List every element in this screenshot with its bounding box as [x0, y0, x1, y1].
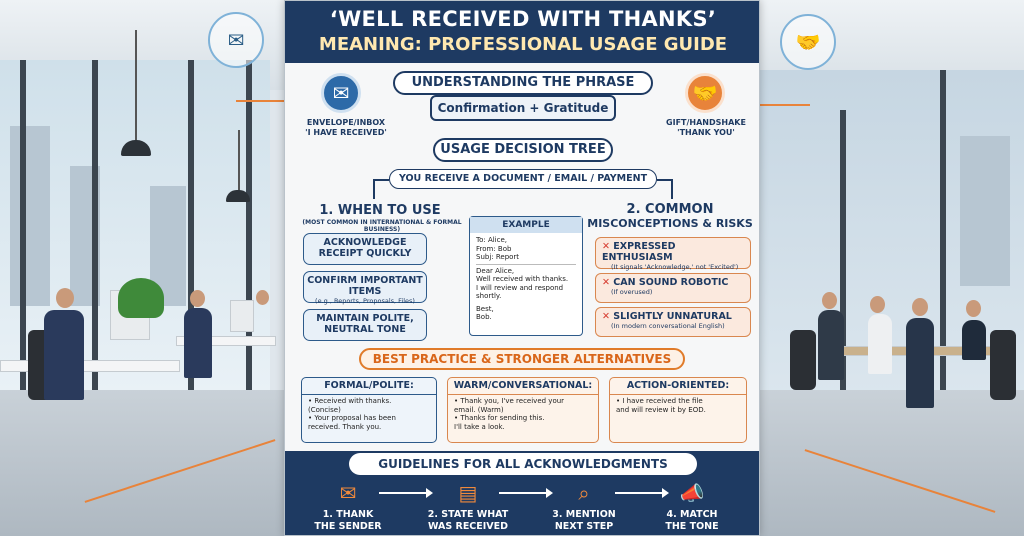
formula-box: Confirmation + Gratitude — [430, 95, 616, 121]
window-mullion — [20, 60, 26, 390]
warm-card-body — [448, 395, 598, 431]
example-line: shortly. — [476, 292, 502, 300]
person — [906, 318, 934, 408]
example-line: Subj: Report — [476, 253, 520, 261]
step-2 — [423, 509, 513, 533]
action-card-title: ACTION-ORIENTED: — [610, 378, 746, 395]
office-chair — [990, 330, 1016, 400]
risk-item-3-note: (In modern conversational English) — [611, 322, 725, 330]
risk-item-1 — [595, 237, 751, 269]
when-item-3-text: MAINTAIN POLITE, NEUTRAL TONE — [316, 313, 414, 335]
when-item-1 — [303, 233, 427, 265]
step-4-line1: 4. MATCH — [666, 509, 718, 520]
risk-item-1-note: (It signals 'Acknowledge,' not 'Excited') — [611, 263, 739, 271]
formal-card-body — [302, 395, 436, 431]
envelope-icon: ✉ — [321, 73, 361, 113]
risk-item-3 — [595, 307, 751, 337]
pendant-lamp — [226, 190, 250, 202]
example-line: Well received with thanks. — [476, 275, 569, 283]
risk-item-2-note: (If overused) — [611, 288, 653, 296]
when-item-2-text: CONFIRM IMPORTANT ITEMS — [307, 275, 423, 297]
step-3-line1: 3. MENTION — [552, 509, 616, 520]
person — [818, 310, 844, 380]
window-mullion — [92, 60, 98, 390]
handshake-caption — [651, 118, 760, 138]
example-separator — [476, 264, 576, 265]
formal-card-title: FORMAL/POLITE: — [302, 378, 436, 395]
card-line: • Thanks for sending this. — [454, 414, 545, 422]
tree-connector — [373, 179, 375, 199]
step-4-line2: THE TONE — [665, 521, 719, 532]
envelope-caption — [291, 118, 401, 138]
card-line: (Concise) — [308, 405, 341, 414]
card-line: • I have received the file — [616, 397, 703, 405]
example-label: EXAMPLE — [470, 217, 582, 233]
envelope-caption-line2: 'I HAVE RECEIVED' — [305, 128, 387, 137]
card-line: I'll take a look. — [454, 422, 505, 431]
city-building — [960, 136, 1010, 286]
envelope-caption-line1: ENVELOPE/INBOX — [306, 118, 386, 127]
when-to-use-title: 1. WHEN TO USE — [319, 203, 441, 218]
card-line: • Received with thanks. — [308, 397, 392, 405]
tree-connector — [373, 179, 389, 181]
example-line: Best, — [476, 304, 494, 313]
person-head — [912, 298, 928, 316]
person-head — [56, 288, 74, 308]
person-head — [256, 290, 269, 305]
tree-connector — [671, 179, 673, 199]
example-line: I will review and respond — [476, 283, 564, 292]
action-card-body — [610, 395, 746, 414]
action-card — [609, 377, 747, 443]
risk-item-3-text: SLIGHTLY UNNATURAL — [613, 311, 732, 322]
office-chair — [790, 330, 816, 390]
card-line: email. (Warm) — [454, 405, 504, 414]
certificate-icon: ▤ — [458, 481, 478, 505]
person-head — [822, 292, 837, 309]
warm-card — [447, 377, 599, 443]
example-line: Dear Alice, — [476, 266, 515, 275]
step-1 — [303, 509, 393, 533]
step-arrow — [379, 492, 431, 494]
card-line: • Thank you, I've received your — [454, 397, 565, 405]
card-line: received. Thank you. — [308, 422, 382, 431]
person — [962, 320, 986, 360]
city-building — [10, 126, 50, 306]
person-head — [870, 296, 885, 313]
step-1-line2: THE SENDER — [314, 521, 382, 532]
when-item-2-note: (e.g., Reports, Proposals, Files) — [315, 297, 415, 305]
lamp-cord — [135, 30, 137, 140]
example-line: From: Bob — [476, 244, 512, 253]
when-to-use-subtitle: (MOST COMMON IN INTERNATIONAL & FORMAL BUSINESS) — [302, 219, 462, 233]
x-icon: ✕ — [602, 241, 610, 252]
step-3-line2: NEXT STEP — [554, 521, 614, 532]
step-1-line1: 1. THANK — [322, 509, 374, 520]
poster-title: ‘WELL RECEIVED WITH THANKS’ — [329, 7, 717, 31]
guidelines-title: GUIDELINES FOR ALL ACKNOWLEDGMENTS — [349, 453, 697, 475]
desk — [0, 360, 180, 372]
tree-root: YOU RECEIVE A DOCUMENT / EMAIL / PAYMENT — [389, 169, 657, 189]
example-line: Bob. — [476, 313, 492, 321]
alternatives-title: BEST PRACTICE & STRONGER ALTERNATIVES — [359, 348, 685, 370]
person-head — [966, 300, 981, 317]
x-icon: ✕ — [602, 277, 610, 288]
misconceptions-title-line1: 2. COMMON — [626, 202, 714, 217]
formal-card — [301, 377, 437, 443]
person — [184, 308, 212, 378]
step-2-line1: 2. STATE WHAT — [427, 509, 509, 520]
infographic-poster — [284, 0, 760, 536]
handshake-float-icon: 🤝 — [780, 14, 836, 70]
poster-subtitle: MEANING: PROFESSIONAL USAGE GUIDE — [318, 34, 728, 55]
card-line: • Your proposal has been — [308, 414, 396, 422]
risk-item-2-text: CAN SOUND ROBOTIC — [613, 277, 729, 288]
x-icon: ✕ — [602, 311, 610, 322]
warm-card-title: WARM/CONVERSATIONAL: — [448, 378, 598, 395]
understanding-title: UNDERSTANDING THE PHRASE — [393, 71, 653, 95]
misconceptions-title-line2: MISCONCEPTIONS & RISKS — [587, 217, 753, 230]
person — [44, 310, 84, 400]
misconceptions-title — [585, 203, 755, 231]
person-head — [190, 290, 205, 307]
step-2-line2: WAS RECEIVED — [427, 521, 509, 532]
when-item-2 — [303, 271, 427, 303]
example-email-card — [469, 216, 583, 336]
step-4 — [647, 509, 737, 533]
plant — [118, 278, 164, 318]
risk-item-1-text: EXPRESSED ENTHUSIASM — [602, 241, 676, 263]
step-arrow — [615, 492, 667, 494]
megaphone-icon: 📣 — [679, 481, 705, 505]
handshake-caption-line2: 'THANK YOU' — [677, 128, 735, 137]
email-float-icon: ✉ — [208, 12, 264, 68]
person — [868, 314, 892, 374]
example-line: To: Alice, — [476, 236, 508, 244]
connector-line — [760, 104, 810, 106]
lamp-cord — [238, 130, 240, 190]
handshake-icon: 🤝 — [685, 73, 725, 113]
handshake-caption-line1: GIFT/HANDSHAKE — [666, 118, 746, 127]
when-item-1-text: ACKNOWLEDGE RECEIPT QUICKLY — [318, 237, 412, 259]
step-3 — [539, 509, 629, 533]
document-search-icon: ⌕ — [578, 481, 590, 505]
step-arrow — [499, 492, 551, 494]
poster-header — [285, 1, 760, 63]
when-item-3 — [303, 309, 427, 341]
connector-line — [236, 100, 284, 102]
tree-title: USAGE DECISION TREE — [433, 138, 613, 162]
monitor — [230, 300, 254, 332]
card-line: and will review it by EOD. — [616, 405, 706, 414]
envelope-icon: ✉ — [339, 481, 357, 505]
risk-item-2 — [595, 273, 751, 303]
